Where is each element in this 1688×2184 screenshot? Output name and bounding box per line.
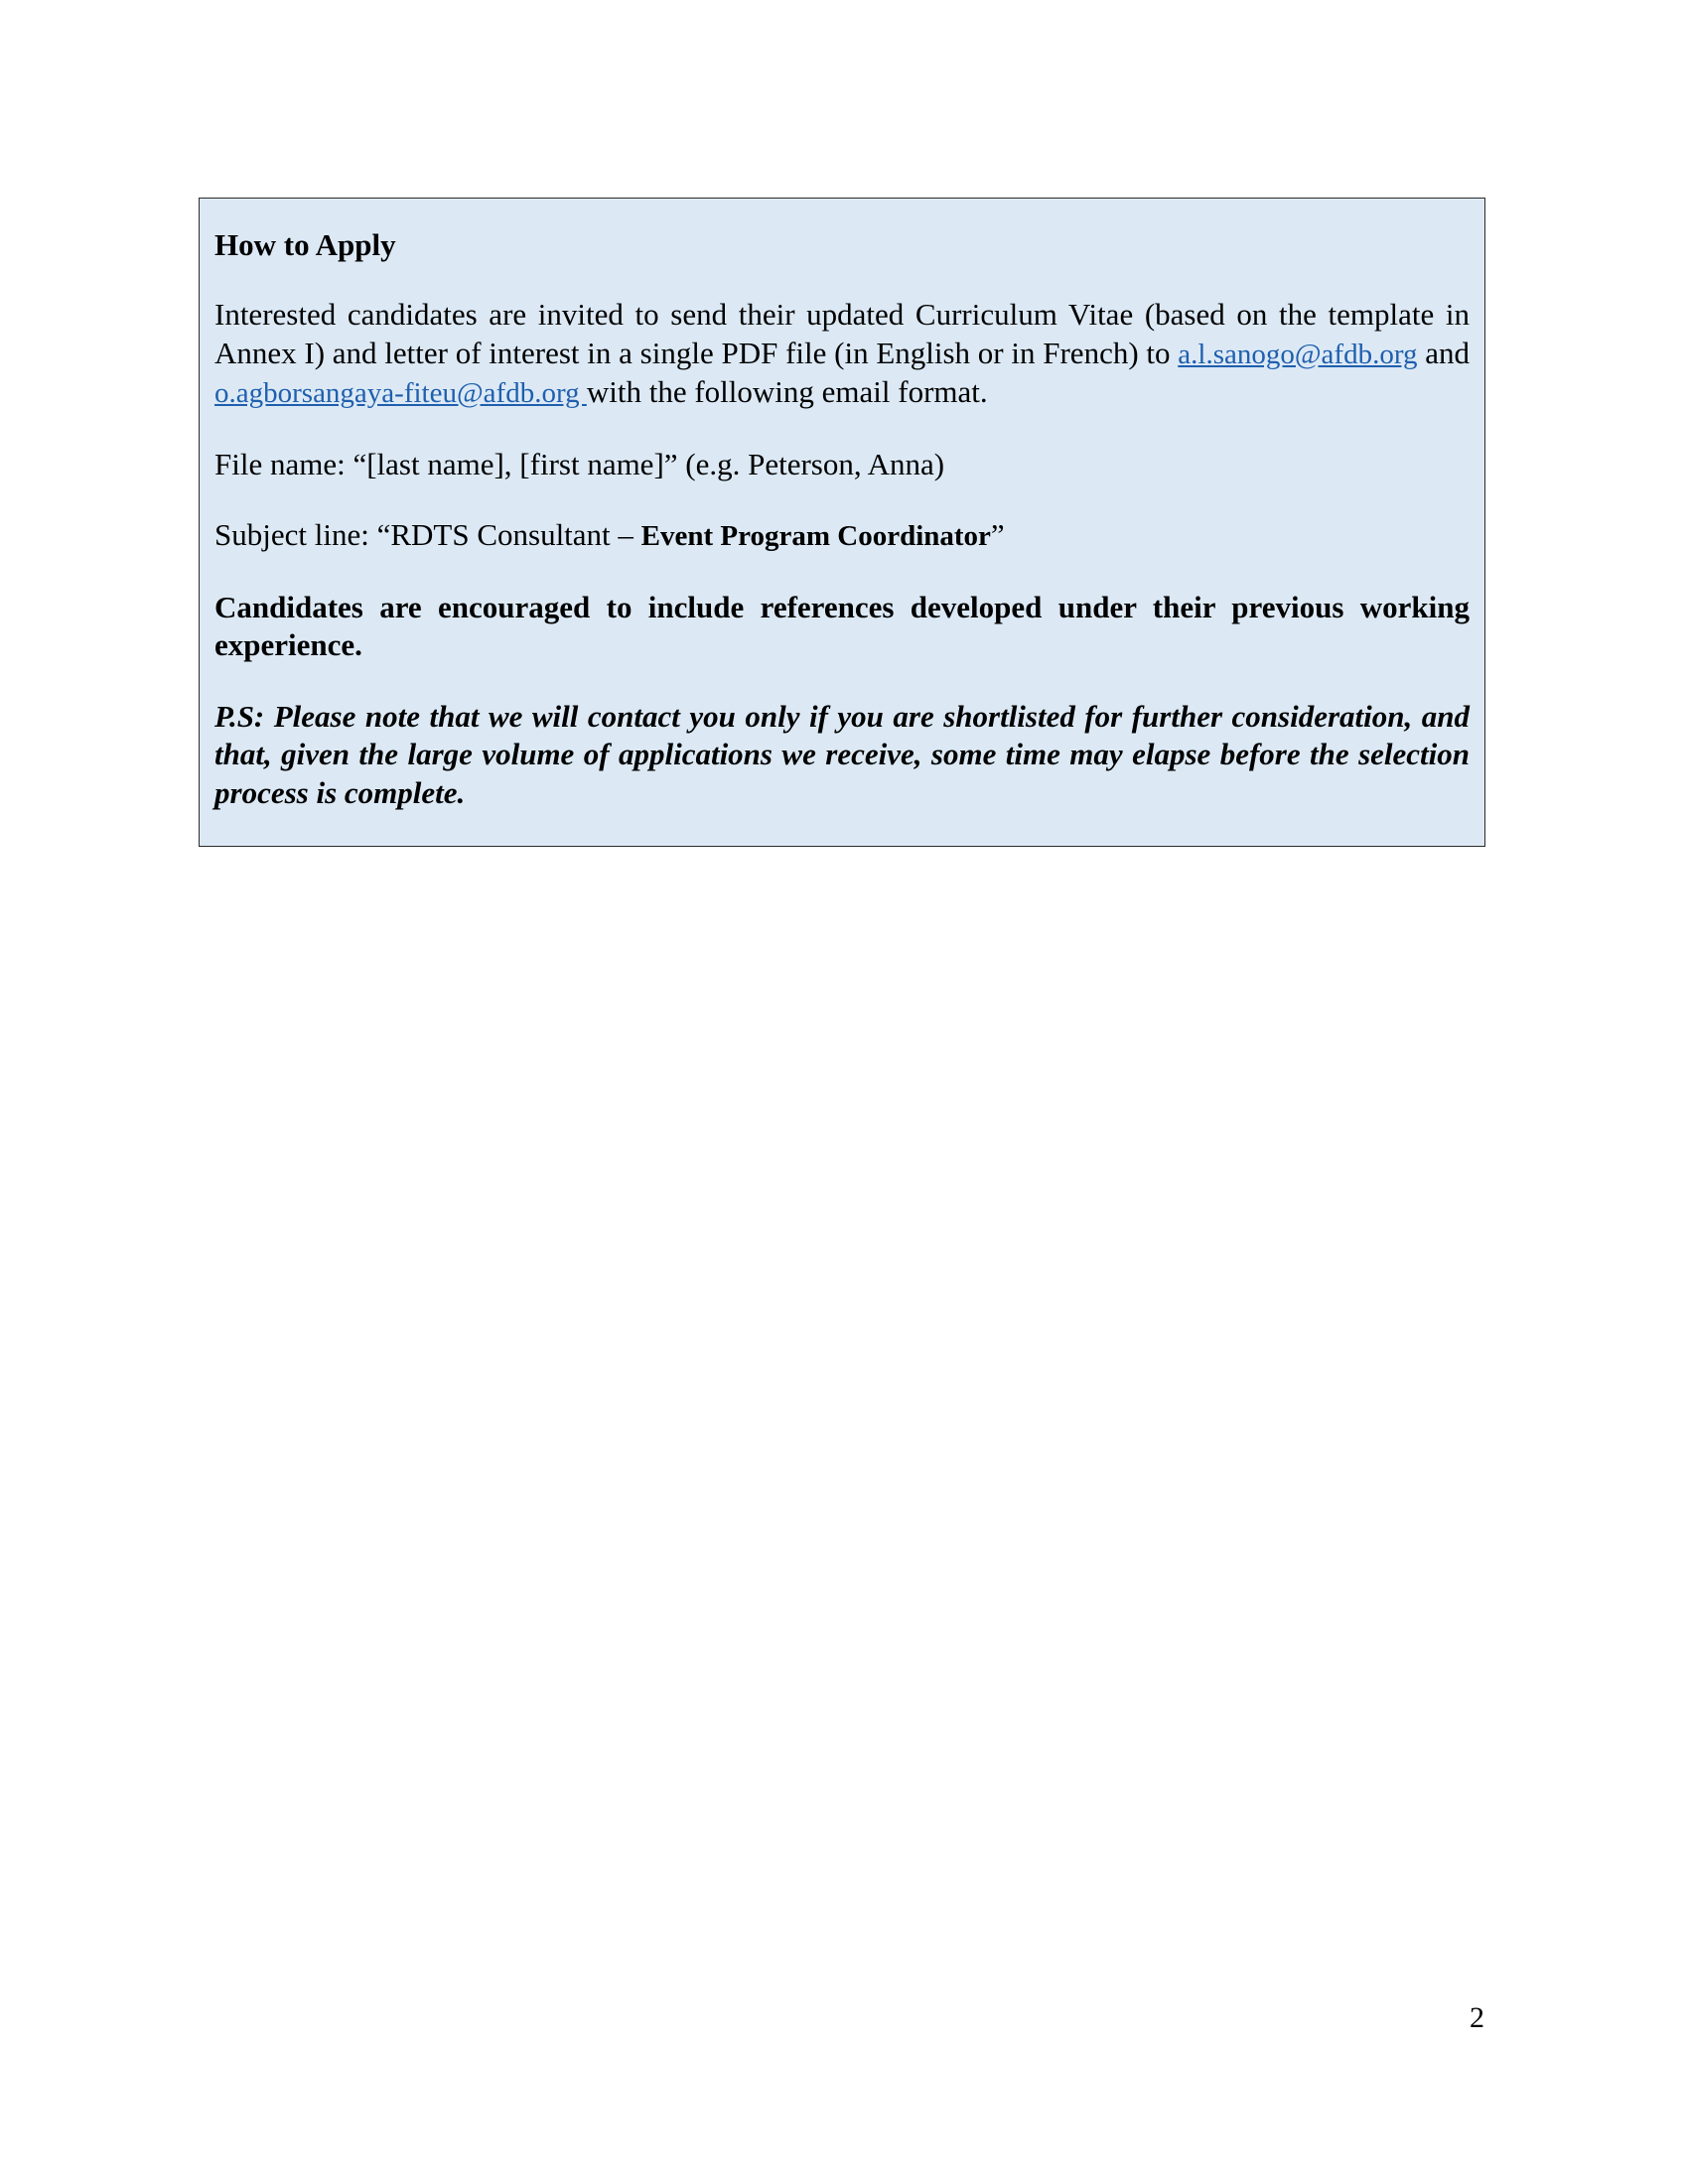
- email-link-agborsangaya[interactable]: o.agborsangaya-fiteu@afdb.org: [214, 377, 587, 409]
- subject-line-format: [214, 516, 1470, 556]
- format-text: with the following email format.: [586, 374, 988, 409]
- instructions-text: Interested candidates are invited to send their updated Curriculum Vitae (based on the template in Annex I) and letter of interest in a single PDF file (in English or in French) to: [214, 297, 1470, 370]
- position-title: Event Program Coordinator: [640, 520, 991, 552]
- connector-text: and: [1417, 335, 1470, 370]
- how-to-apply-box: [199, 198, 1485, 847]
- references-note: Candidates are encouraged to include references developed under their previous working experience.: [214, 589, 1470, 662]
- page-number: 2: [1470, 2001, 1484, 2034]
- subject-suffix: ”: [990, 517, 1005, 552]
- section-heading: How to Apply: [214, 227, 396, 262]
- application-instructions: [214, 296, 1470, 413]
- file-name-format: File name: “[last name], [first name]” (e.g. Peterson, Anna): [214, 446, 945, 481]
- email-link-sanogo[interactable]: a.l.sanogo@afdb.org: [1178, 338, 1418, 370]
- subject-prefix: Subject line: “RDTS Consultant –: [214, 517, 641, 552]
- ps-note: P.S: Please note that we will contact you only if you are shortlisted for further consideration, and that, given the large volume of applications we receive, some time may elapse before the selection process is complete.: [214, 698, 1470, 810]
